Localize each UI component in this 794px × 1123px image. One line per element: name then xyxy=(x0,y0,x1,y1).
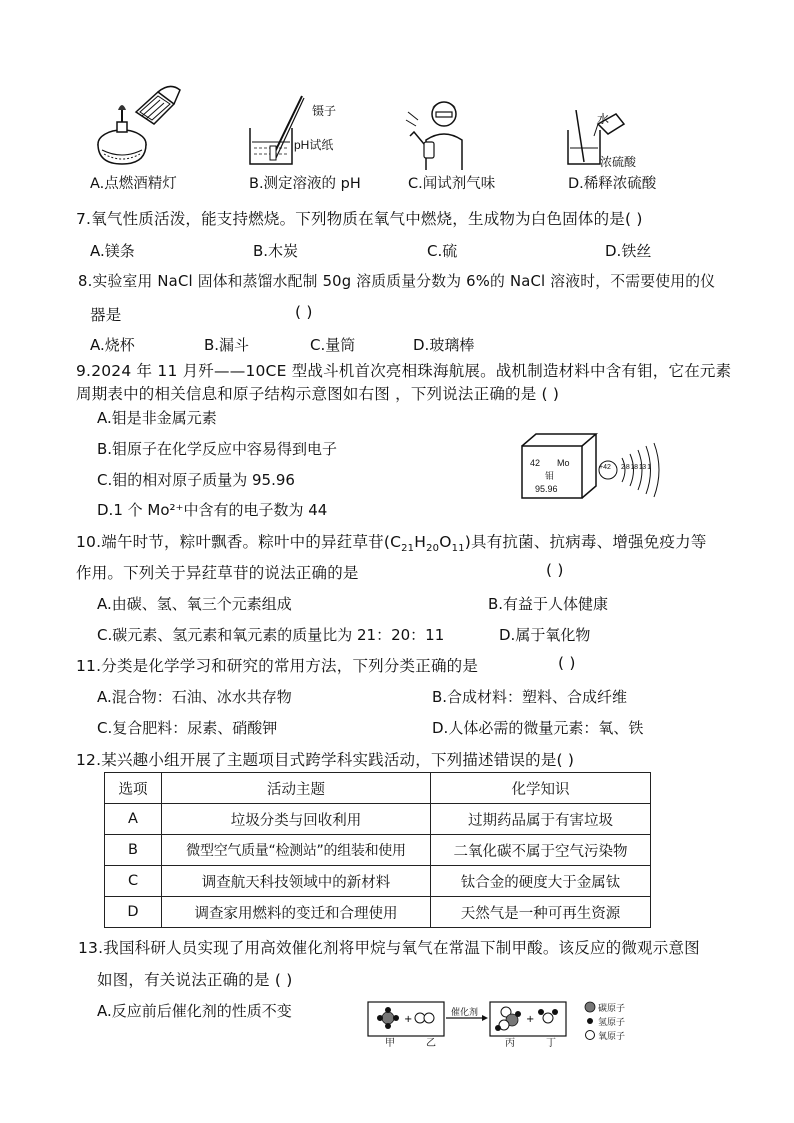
element-number: 42 xyxy=(530,458,541,468)
q11-option-d: D.人体必需的微量元素：氧、铁 xyxy=(432,719,644,737)
catalyst-label: 催化剂 xyxy=(451,1007,479,1017)
caption-b: B.测定溶液的 pH xyxy=(249,176,361,192)
label-tweezers: 镊子 xyxy=(312,104,337,118)
table-cell: 过期药品属于有害垃圾 xyxy=(431,804,651,835)
q7-option-d: D.铁丝 xyxy=(605,242,652,260)
legend-hydrogen: 氢原子 xyxy=(598,1017,626,1027)
q9-stem-line2: 周期表中的相关信息和原子结构示意图如右图 ，下列说法正确的是 ( ) xyxy=(76,385,560,403)
table-cell: A xyxy=(105,804,162,835)
legend-oxygen: 氧原子 xyxy=(598,1031,626,1041)
table-row xyxy=(105,835,651,866)
q8-option-c: C.量筒 xyxy=(310,336,356,354)
q10-sub-o: 11 xyxy=(451,543,465,555)
q11-option-b: B.合成材料：塑料、合成纤维 xyxy=(432,688,628,706)
alcohol-lamp-illustration xyxy=(88,82,188,174)
q11-answer-paren: ( ) xyxy=(558,654,576,672)
q10-o: O xyxy=(439,533,452,551)
atom-legend-markers xyxy=(583,1000,597,1044)
q10-sub-h: 20 xyxy=(426,543,440,555)
table-row xyxy=(105,866,651,897)
q8-stem-line2: 器是 xyxy=(90,306,122,324)
element-name: 钼 xyxy=(545,471,555,481)
species-yi: 乙 xyxy=(426,1038,436,1049)
table-cell: C xyxy=(105,866,162,897)
q8-stem-line1: 8.实验室用 NaCl 固体和蒸馏水配制 50g 溶质质量分数为 6%的 NaCl 溶液时，不需要使用的仪 xyxy=(78,273,716,290)
table-cell: 调查航天科技领域中的新材料 xyxy=(162,866,431,897)
q13-option-a: A.反应前后催化剂的性质不变 xyxy=(97,1002,292,1020)
table-header-cell: 活动主题 xyxy=(162,773,431,804)
caption-c: C.闻试剂气味 xyxy=(408,176,496,192)
label-conc-acid: 浓硫酸 xyxy=(600,155,637,169)
table-header-cell: 化学知识 xyxy=(431,773,651,804)
q8-option-b: B.漏斗 xyxy=(204,336,250,354)
table-cell: D xyxy=(105,897,162,928)
q7-option-c: C.硫 xyxy=(427,242,458,260)
q10-option-b: B.有益于人体健康 xyxy=(488,595,609,613)
q8-option-d: D.玻璃棒 xyxy=(413,336,475,354)
q10-answer-paren: ( ) xyxy=(546,561,564,579)
atomic-shells-label: 2 8 18 13 1 xyxy=(621,464,651,471)
label-ph-paper: pH试纸 xyxy=(294,138,334,152)
q11-stem: 11.分类是化学学习和研究的常用方法，下列分类正确的是 xyxy=(76,657,479,675)
q12-table xyxy=(104,772,651,928)
q10-stem-line2: 作用。下列关于异荭草苷的说法正确的是 xyxy=(76,564,359,582)
atomic-nucleus-label: +42 xyxy=(599,464,611,471)
q12-stem: 12.某兴趣小组开展了主题项目式跨学科实践活动，下列描述错误的是( ) xyxy=(76,751,575,769)
species-jia: 甲 xyxy=(385,1038,395,1049)
table-cell: 微型空气质量“检测站”的组装和使用 xyxy=(162,835,431,866)
table-header-row xyxy=(105,773,651,804)
table-cell: 垃圾分类与回收利用 xyxy=(162,804,431,835)
q10-h: H xyxy=(414,533,427,551)
q9-stem-line1: 9.2024 年 11 月歼——10CE 型战斗机首次亮相珠海航展。战机制造材料中含有钼，它在元素 xyxy=(76,362,732,380)
q7-stem: 7.氧气性质活泼，能支持燃烧。下列物质在氧气中燃烧，生成物为白色固体的是( ) xyxy=(76,210,643,228)
q9-option-a: A.钼是非金属元素 xyxy=(97,409,217,427)
q10-option-d: D.属于氧化物 xyxy=(499,626,591,644)
q10-stem-end: )具有抗菌、抗病毒、增强免疫力等 xyxy=(464,533,707,551)
table-cell: 调查家用燃料的变迁和合理使用 xyxy=(162,897,431,928)
q10-stem-start: 10.端午时节，粽叶飘香。粽叶中的异荭草苷(C xyxy=(76,533,402,551)
table-cell: B xyxy=(105,835,162,866)
table-cell: 天然气是一种可再生资源 xyxy=(431,897,651,928)
table-cell: 钛合金的硬度大于金属钛 xyxy=(431,866,651,897)
q8-option-a: A.烧杯 xyxy=(90,336,135,354)
q13-stem-line1: 13.我国科研人员实现了用高效催化剂将甲烷与氧气在常温下制甲酸。该反应的微观示意图 xyxy=(78,939,700,957)
q10-option-c: C.碳元素、氢元素和氧元素的质量比为 21：20：11 xyxy=(97,626,445,644)
q10-stem-line1 xyxy=(76,530,707,554)
species-ding: 丁 xyxy=(546,1038,556,1049)
label-water: 水 xyxy=(597,112,610,126)
species-bing: 丙 xyxy=(505,1038,515,1049)
element-symbol: Mo xyxy=(557,458,570,468)
table-cell: 二氧化碳不属于空气污染物 xyxy=(431,835,651,866)
q10-sub-c: 21 xyxy=(401,543,415,555)
caption-d: D.稀释浓硫酸 xyxy=(568,176,657,192)
table-header-cell: 选项 xyxy=(105,773,162,804)
q9-option-b: B.钼原子在化学反应中容易得到电子 xyxy=(97,440,338,458)
q11-option-c: C.复合肥料：尿素、硝酸钾 xyxy=(97,719,278,737)
q9-option-c: C.钼的相对原子质量为 95.96 xyxy=(97,471,295,489)
svg-text:+: + xyxy=(404,1014,413,1025)
q10-option-a: A.由碳、氢、氧三个元素组成 xyxy=(97,595,292,613)
table-row xyxy=(105,897,651,928)
q7-option-b: B.木炭 xyxy=(253,242,299,260)
table-row xyxy=(105,804,651,835)
svg-text:+: + xyxy=(526,1014,535,1025)
q13-stem-line2: 如图，有关说法正确的是 ( ) xyxy=(97,971,293,989)
caption-a: A.点燃酒精灯 xyxy=(90,176,177,192)
legend-carbon: 碳原子 xyxy=(598,1003,626,1013)
element-mass: 95.96 xyxy=(535,484,558,494)
q7-option-a: A.镁条 xyxy=(90,242,135,260)
q8-answer-paren: ( ) xyxy=(295,303,313,321)
q9-option-d: D.1 个 Mo²⁺中含有的电子数为 44 xyxy=(97,501,328,519)
q11-option-a: A.混合物：石油、冰水共存物 xyxy=(97,688,292,706)
smell-reagent-illustration xyxy=(404,92,484,172)
